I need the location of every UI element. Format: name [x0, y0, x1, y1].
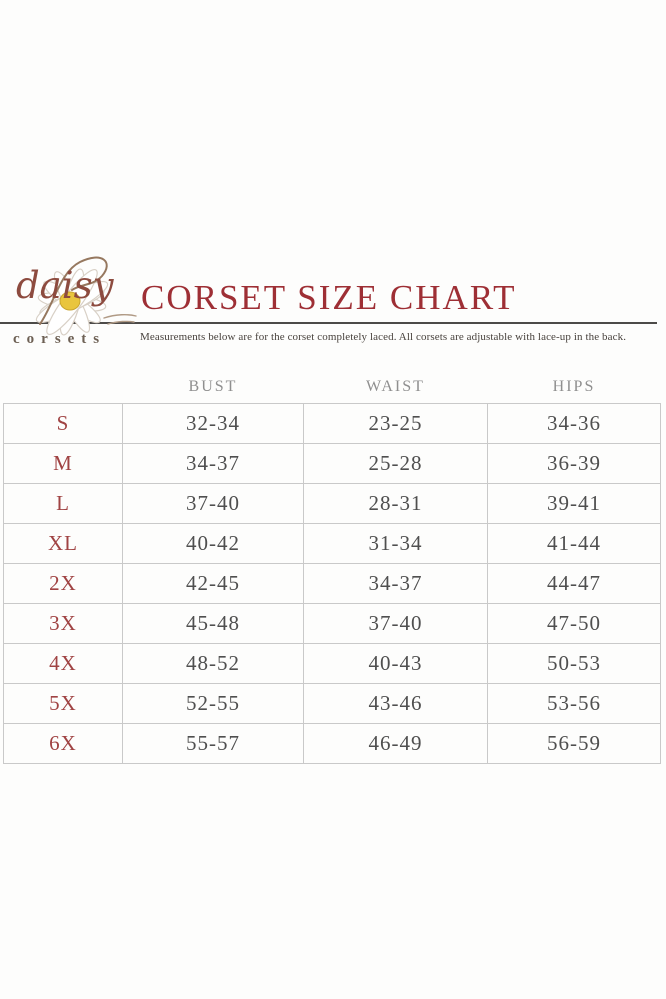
header-row — [4, 359, 661, 404]
size-table-body — [4, 404, 661, 764]
daisy-flower-icon — [0, 238, 140, 338]
size-label-2x: 2X — [4, 564, 123, 604]
size-chart-table — [3, 359, 661, 764]
measurement-cell: 34-37 — [304, 564, 488, 604]
table-row — [4, 564, 661, 604]
measurement-cell: 34-37 — [123, 444, 304, 484]
measurement-cell: 56-59 — [488, 724, 661, 764]
size-label-5x: 5X — [4, 684, 123, 724]
measurement-cell: 40-42 — [123, 524, 304, 564]
brand-logo — [0, 238, 140, 338]
measurement-cell: 44-47 — [488, 564, 661, 604]
measurement-cell: 53-56 — [488, 684, 661, 724]
measurement-cell: 36-39 — [488, 444, 661, 484]
table-row — [4, 684, 661, 724]
measurement-cell: 37-40 — [304, 604, 488, 644]
table-row — [4, 604, 661, 644]
size-label-s: S — [4, 404, 123, 444]
column-header-bust: BUST — [188, 378, 238, 395]
measurement-cell: 41-44 — [488, 524, 661, 564]
measurement-cell: 50-53 — [488, 644, 661, 684]
measurement-cell: 45-48 — [123, 604, 304, 644]
logo-script-text: daisy — [16, 264, 114, 307]
measurement-cell: 43-46 — [304, 684, 488, 724]
measurement-cell: 52-55 — [123, 684, 304, 724]
column-header-hips: HIPS — [552, 378, 596, 395]
corner-spacer — [4, 359, 123, 404]
measurement-cell: 25-28 — [304, 444, 488, 484]
size-label-xl: XL — [4, 524, 123, 564]
table-row — [4, 404, 661, 444]
size-label-3x: 3X — [4, 604, 123, 644]
page-title: CORSET SIZE CHART — [141, 278, 517, 317]
measurement-cell: 46-49 — [304, 724, 488, 764]
measurement-cell: 28-31 — [304, 484, 488, 524]
table-row — [4, 444, 661, 484]
logo-underline-flourish — [104, 315, 136, 324]
table-row — [4, 524, 661, 564]
measurement-cell: 48-52 — [123, 644, 304, 684]
measurement-cell: 34-36 — [488, 404, 661, 444]
table-row — [4, 644, 661, 684]
measurement-cell: 47-50 — [488, 604, 661, 644]
size-label-m: M — [4, 444, 123, 484]
size-label-l: L — [4, 484, 123, 524]
size-chart-header — [4, 359, 661, 404]
size-label-6x: 6X — [4, 724, 123, 764]
measurement-cell: 39-41 — [488, 484, 661, 524]
measurement-cell: 31-34 — [304, 524, 488, 564]
page-subtitle: Measurements below are for the corset completely laced. All corsets are adjustable with lace-up in the back. — [140, 331, 627, 343]
table-row — [4, 724, 661, 764]
column-header-waist: WAIST — [366, 378, 425, 395]
size-label-4x: 4X — [4, 644, 123, 684]
measurement-cell: 55-57 — [123, 724, 304, 764]
measurement-cell: 32-34 — [123, 404, 304, 444]
measurement-cell: 37-40 — [123, 484, 304, 524]
table-row — [4, 484, 661, 524]
measurement-cell: 42-45 — [123, 564, 304, 604]
measurement-cell: 40-43 — [304, 644, 488, 684]
measurement-cell: 23-25 — [304, 404, 488, 444]
logo-corsets-text: corsets — [13, 331, 107, 347]
